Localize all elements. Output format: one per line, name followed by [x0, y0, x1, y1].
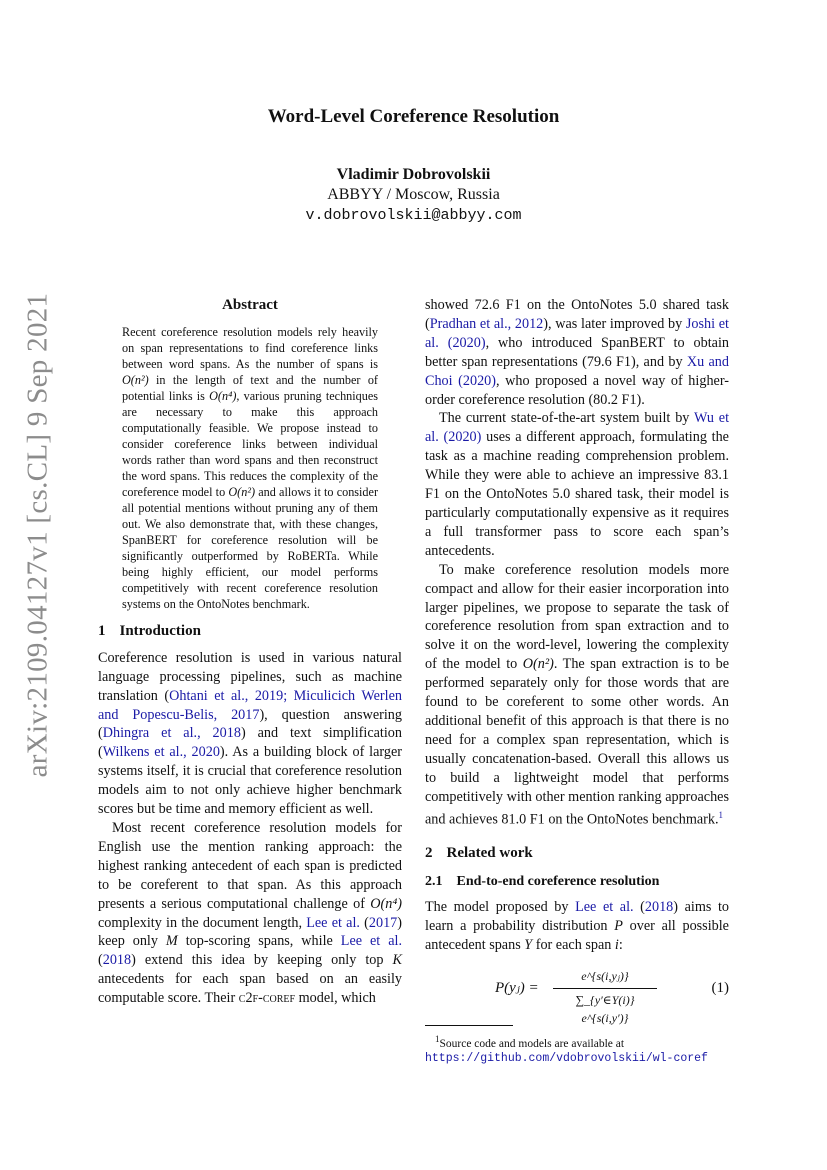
subsection-title: End-to-end coreference resolution [456, 874, 660, 890]
citation-link[interactable]: Wilkens et al., 2020 [102, 744, 220, 761]
text: showed 72.6 F1 on the OntoNotes 5.0 shared task ( [425, 297, 729, 332]
citation-link[interactable]: Dhingra et al., 2018 [102, 725, 241, 742]
text: ( [633, 898, 645, 915]
math: O(n²) [122, 372, 149, 387]
text: ) aims to learn a probability distribution [425, 898, 730, 934]
text: complexity in the document length, [98, 914, 307, 931]
text: Coreference resolution is used in various natural language processing pipelines, such as machine translation ( [98, 649, 402, 704]
math: M [165, 933, 178, 950]
text: ( [98, 952, 103, 969]
section-number: 2 [425, 845, 433, 862]
right-column [425, 296, 729, 1066]
model-name: c2f-coref [238, 990, 296, 1007]
section-number: 1 [98, 622, 106, 639]
abstract-heading: Abstract [222, 297, 278, 313]
math: O(n⁴) [370, 895, 402, 912]
text: ) keep only [98, 914, 402, 950]
text: : [618, 936, 623, 953]
math: Y [524, 936, 533, 953]
text: , who introduced SpanBERT to obtain better span representations (79.6 F1), and by [425, 334, 729, 370]
author-affiliation: ABBYY / Moscow, Russia [327, 186, 500, 203]
equation-1 [425, 965, 729, 1026]
math: P [614, 917, 623, 934]
abstract-text: Recent coreference resolution models rely heavily on span representations to find coreference links between word spans. As the number of spans is [122, 324, 378, 371]
citation-link[interactable]: Lee et al. [340, 933, 402, 950]
abstract-text: , various pruning techniques are necessary to make this approach computationally feasible. We propose instead to consider coreference links between individual words rather than word spans and then reconstruct the word spans. This reduces the complexity of the coreference model to [122, 388, 378, 499]
footnote-divider [425, 1025, 513, 1026]
subsection-number: 2.1 [425, 874, 443, 890]
footnote-number: 1 [435, 1033, 440, 1044]
footnote-text: Source code and models are available at [439, 1037, 625, 1050]
subsection-heading [425, 873, 729, 892]
text: , who proposed a novel way of higher-order coreference resolution (80.2 F1). [425, 372, 729, 408]
citation-link[interactable]: 2018 [102, 952, 132, 969]
equation-fraction [553, 967, 657, 1029]
text: over all possible antecedent spans [425, 917, 729, 953]
math: K [392, 952, 402, 969]
math: O(n²) [228, 484, 256, 499]
footnote [425, 1032, 729, 1067]
left-column [98, 296, 402, 1008]
equation-denominator: ∑_{y′∈Y(i)} e^{s(i,y′)} [575, 992, 635, 1026]
footnote-marker[interactable]: 1 [718, 810, 724, 821]
paper-title: Word-Level Coreference Resolution [267, 106, 560, 127]
equation-numerator: e^{s(i,yⱼ)} [553, 967, 657, 989]
text: ( [359, 914, 369, 931]
citation-link[interactable]: Xu and Choi (2020) [425, 353, 729, 389]
text: The model proposed by [425, 898, 576, 915]
text: ), question answering ( [98, 706, 402, 742]
intro-paragraph-5 [425, 561, 729, 830]
citation-link[interactable]: Lee et al. [306, 914, 360, 931]
text: model, which [295, 990, 376, 1007]
text: ) and text simplification ( [98, 725, 402, 761]
footnote-url-link[interactable]: https://github.com/vdobrovolskii/wl-coref [425, 1052, 708, 1066]
citation-link[interactable]: Ohtani et al., 2019; Miculicich Werlen and Popescu-Belis, 2017 [98, 687, 402, 723]
text: top-scoring spans, while [177, 933, 341, 950]
citation-link[interactable]: Wu et al. (2020) [425, 410, 730, 446]
abstract-body [122, 324, 378, 612]
related-paragraph-1 [425, 898, 729, 955]
math: O(n⁴) [209, 388, 237, 403]
equation-lhs: P(yⱼ) = [495, 979, 539, 996]
text: ). As a building block of larger systems itself, it is crucial that coreference resolution models aim to not only achieve higher benchmark scores but be time and memory efficient as well. [98, 744, 402, 818]
arxiv-identifier: arXiv:2109.04127v1 [cs.CL] 9 Sep 2021 [21, 292, 54, 778]
citation-link[interactable]: Lee et al. [575, 898, 634, 915]
citation-link[interactable]: 2018 [644, 898, 674, 915]
abstract-text: and allows it to consider all potential mentions without pruning any of them out. We also demonstrate that, with these changes, SpanBERT for coreference resolution will be significantly outperformed by RoBERTa. While being highly efficient, our model performs competitively with recent coreference resolution systems on the OntoNotes benchmark. [122, 484, 378, 611]
author-name: Vladimir Dobrovolskii [336, 166, 491, 183]
text: antecedents for each span based on an easily computable score. Their [98, 971, 402, 1007]
intro-paragraph-1 [98, 649, 402, 819]
text: . The span extraction is to be performed separately only for those words that are found to be coreferent to some other words. An additional benefit of this approach is that there is no need for a complex span representation, which is usually concatenation-based. Overall this allows us to build a lightweight model that performs competitively with other mention ranking approaches and achieves 81.0 F1 on the OntoNotes benchmark. [425, 656, 729, 829]
section-title: Related work [446, 845, 533, 862]
abstract-text: in the length of text and the number of potential links is [122, 372, 378, 403]
citation-link[interactable]: Pradhan et al., 2012 [429, 315, 544, 332]
section-title: Introduction [119, 622, 201, 639]
arxiv-side-stamp [18, 235, 58, 835]
text: The current state-of-the-art system built by [439, 410, 694, 427]
text: ), was later improved by [543, 315, 686, 332]
citation-link[interactable]: Joshi et al. (2020) [425, 315, 730, 351]
intro-paragraph-4 [425, 409, 729, 560]
text: for each span [532, 936, 615, 953]
intro-paragraph-3 [425, 296, 729, 409]
math: i [614, 936, 619, 953]
intro-paragraph-2 [98, 819, 402, 1008]
equation-number: (1) [711, 979, 729, 996]
section-heading-introduction [98, 622, 402, 641]
text: uses a different approach, formulating the task as a machine reading comprehension problem. While they were able to achieve an impressive 83.1 F1 on the OntoNotes 5.0 shared task, their model is particularly computationally expensive as it requires a full transformer pass to score each span’s antecedents. [425, 429, 729, 559]
text: To make coreference resolution models more compact and allow for their easier incorporation into larger pipelines, we propose to separate the task of coreference resolution from span extraction and to solve it on the word-level, lowering the complexity of the model to [425, 561, 729, 673]
citation-link[interactable]: 2017 [368, 914, 398, 931]
text: Most recent coreference resolution models for English use the mention ranking approach: the highest ranking antecedent of each span is predicted to be coreferent to that span. As this approach presents a serious computational challenge of [98, 819, 402, 912]
math: O(n²) [522, 656, 554, 673]
section-heading-related-work [425, 844, 729, 863]
author-email[interactable]: v.dobrovolskii@abbyy.com [305, 207, 522, 224]
text: ) extend this idea by keeping only top [131, 952, 393, 969]
